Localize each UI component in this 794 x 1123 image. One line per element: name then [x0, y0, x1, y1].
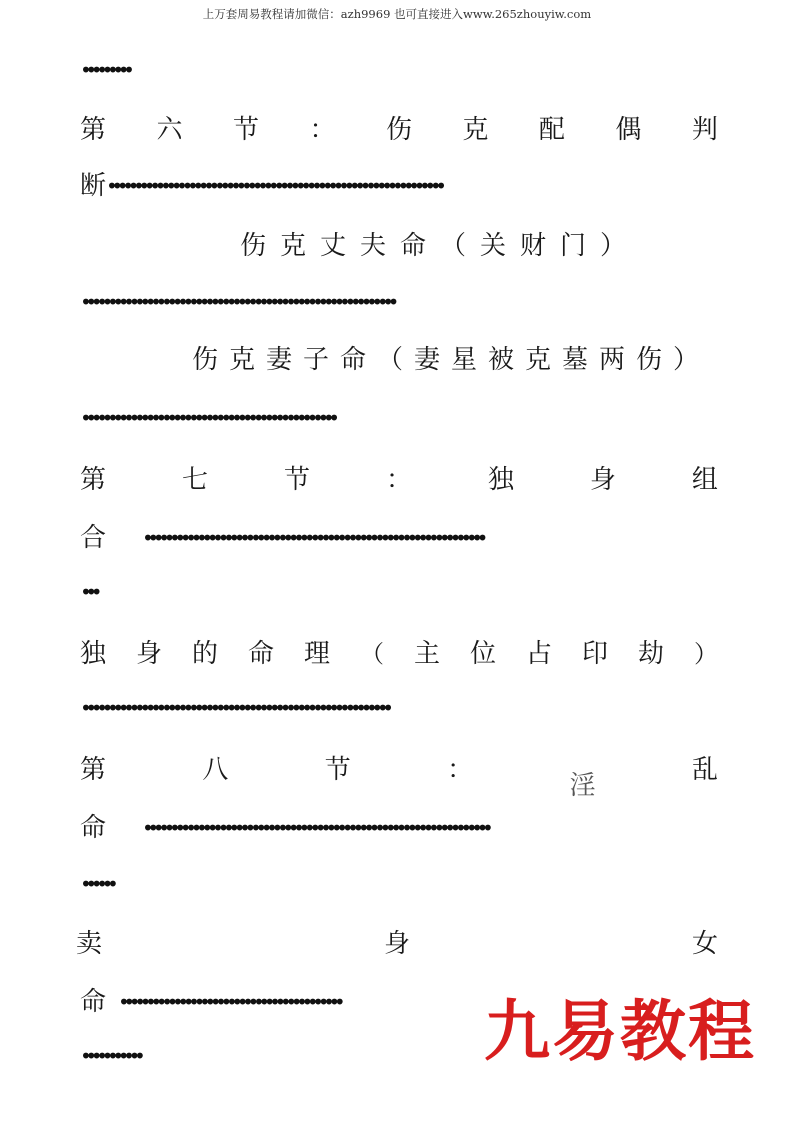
toc-entry-section-7[interactable]	[80, 460, 718, 500]
toc-char: 判	[691, 115, 718, 145]
toc-char: 伤	[385, 115, 412, 145]
toc-char: 第	[80, 755, 107, 785]
toc-char: 第	[80, 115, 107, 145]
toc-char: 命	[248, 639, 275, 669]
toc-char: 位	[469, 639, 496, 669]
toc-char: 印	[581, 639, 608, 669]
dot-leader: •••••••••	[80, 60, 129, 80]
toc-char: 的	[192, 639, 219, 669]
dot-leader: ••••••	[80, 874, 113, 894]
toc-char: 乱	[691, 755, 718, 785]
page-header: 上万套周易教程请加微信：azh9969 也可直接进入www.265zhouyiw.com	[202, 7, 592, 21]
toc-char: 女	[691, 929, 718, 959]
toc-char: 克	[462, 115, 489, 145]
toc-entry-wife[interactable]: 伤克妻子命（妻星被克墓两伤）	[192, 345, 711, 375]
toc-char: 淫	[569, 771, 596, 801]
toc-char: 理	[304, 639, 331, 669]
dot-leader: ••••••••••••••••••••••••••••••••••••••••••••••••••••••••••	[80, 292, 394, 312]
toc-char: 劫	[637, 639, 664, 669]
toc-char: 八	[202, 755, 229, 785]
toc-char: 主	[413, 639, 440, 669]
toc-char: 断	[80, 171, 107, 201]
toc-char: 合	[80, 523, 107, 553]
toc-entry-section-6[interactable]	[80, 110, 718, 150]
toc-char: ：	[447, 755, 474, 785]
toc-char: 独	[487, 465, 514, 495]
toc-char: 七	[181, 465, 208, 495]
toc-char: ：	[309, 115, 336, 145]
toc-entry-husband[interactable]: 伤克丈夫命（关财门）	[240, 231, 641, 261]
toc-entry-section-6-end	[80, 166, 718, 206]
toc-entry-single[interactable]	[80, 634, 718, 674]
dot-leader: •••••••••••••••••••••••••••••••••••••••••	[118, 992, 340, 1012]
toc-char: ：	[385, 465, 412, 495]
toc-char: 身	[589, 465, 616, 495]
toc-entry-sell[interactable]	[76, 924, 718, 964]
watermark-logo: 九易教程	[484, 993, 756, 1070]
toc-entry-section-8-end	[80, 808, 718, 848]
dot-leader: •••	[80, 582, 97, 602]
toc-entry-section-8[interactable]	[80, 750, 718, 801]
toc-char: 配	[538, 115, 565, 145]
toc-char: 节	[232, 115, 259, 145]
dot-leader: •••••••••••••••••••••••••••••••••••••••••••••••••••••••••	[80, 698, 388, 718]
toc-char: 节	[324, 755, 351, 785]
dot-leader: ••••••••••••••••••••••••••••••••••••••••••••••••••••••••••••••	[106, 176, 441, 196]
toc-char: 第	[80, 465, 107, 495]
toc-char: 占	[525, 639, 552, 669]
dot-leader: •••••••••••	[80, 1046, 140, 1066]
toc-char: 卖	[76, 929, 103, 959]
toc-char: 身	[383, 929, 410, 959]
toc-char: （	[360, 640, 384, 668]
toc-char: 六	[156, 115, 183, 145]
toc-entry-section-7-end	[80, 518, 718, 558]
toc-char: 命	[80, 813, 107, 843]
toc-char: 偶	[615, 115, 642, 145]
toc-char: 独	[80, 639, 107, 669]
toc-char: 身	[136, 639, 163, 669]
toc-char: ）	[693, 640, 718, 668]
dot-leader: •••••••••••••••••••••••••••••••••••••••••••••••••••••••••••••••	[142, 528, 483, 548]
toc-char: 组	[691, 465, 718, 495]
dot-leader: •••••••••••••••••••••••••••••••••••••••••••••••	[80, 408, 334, 428]
toc-char: 命	[80, 987, 107, 1017]
dot-leader: ••••••••••••••••••••••••••••••••••••••••••••••••••••••••••••••••	[142, 818, 488, 838]
toc-char: 节	[283, 465, 310, 495]
